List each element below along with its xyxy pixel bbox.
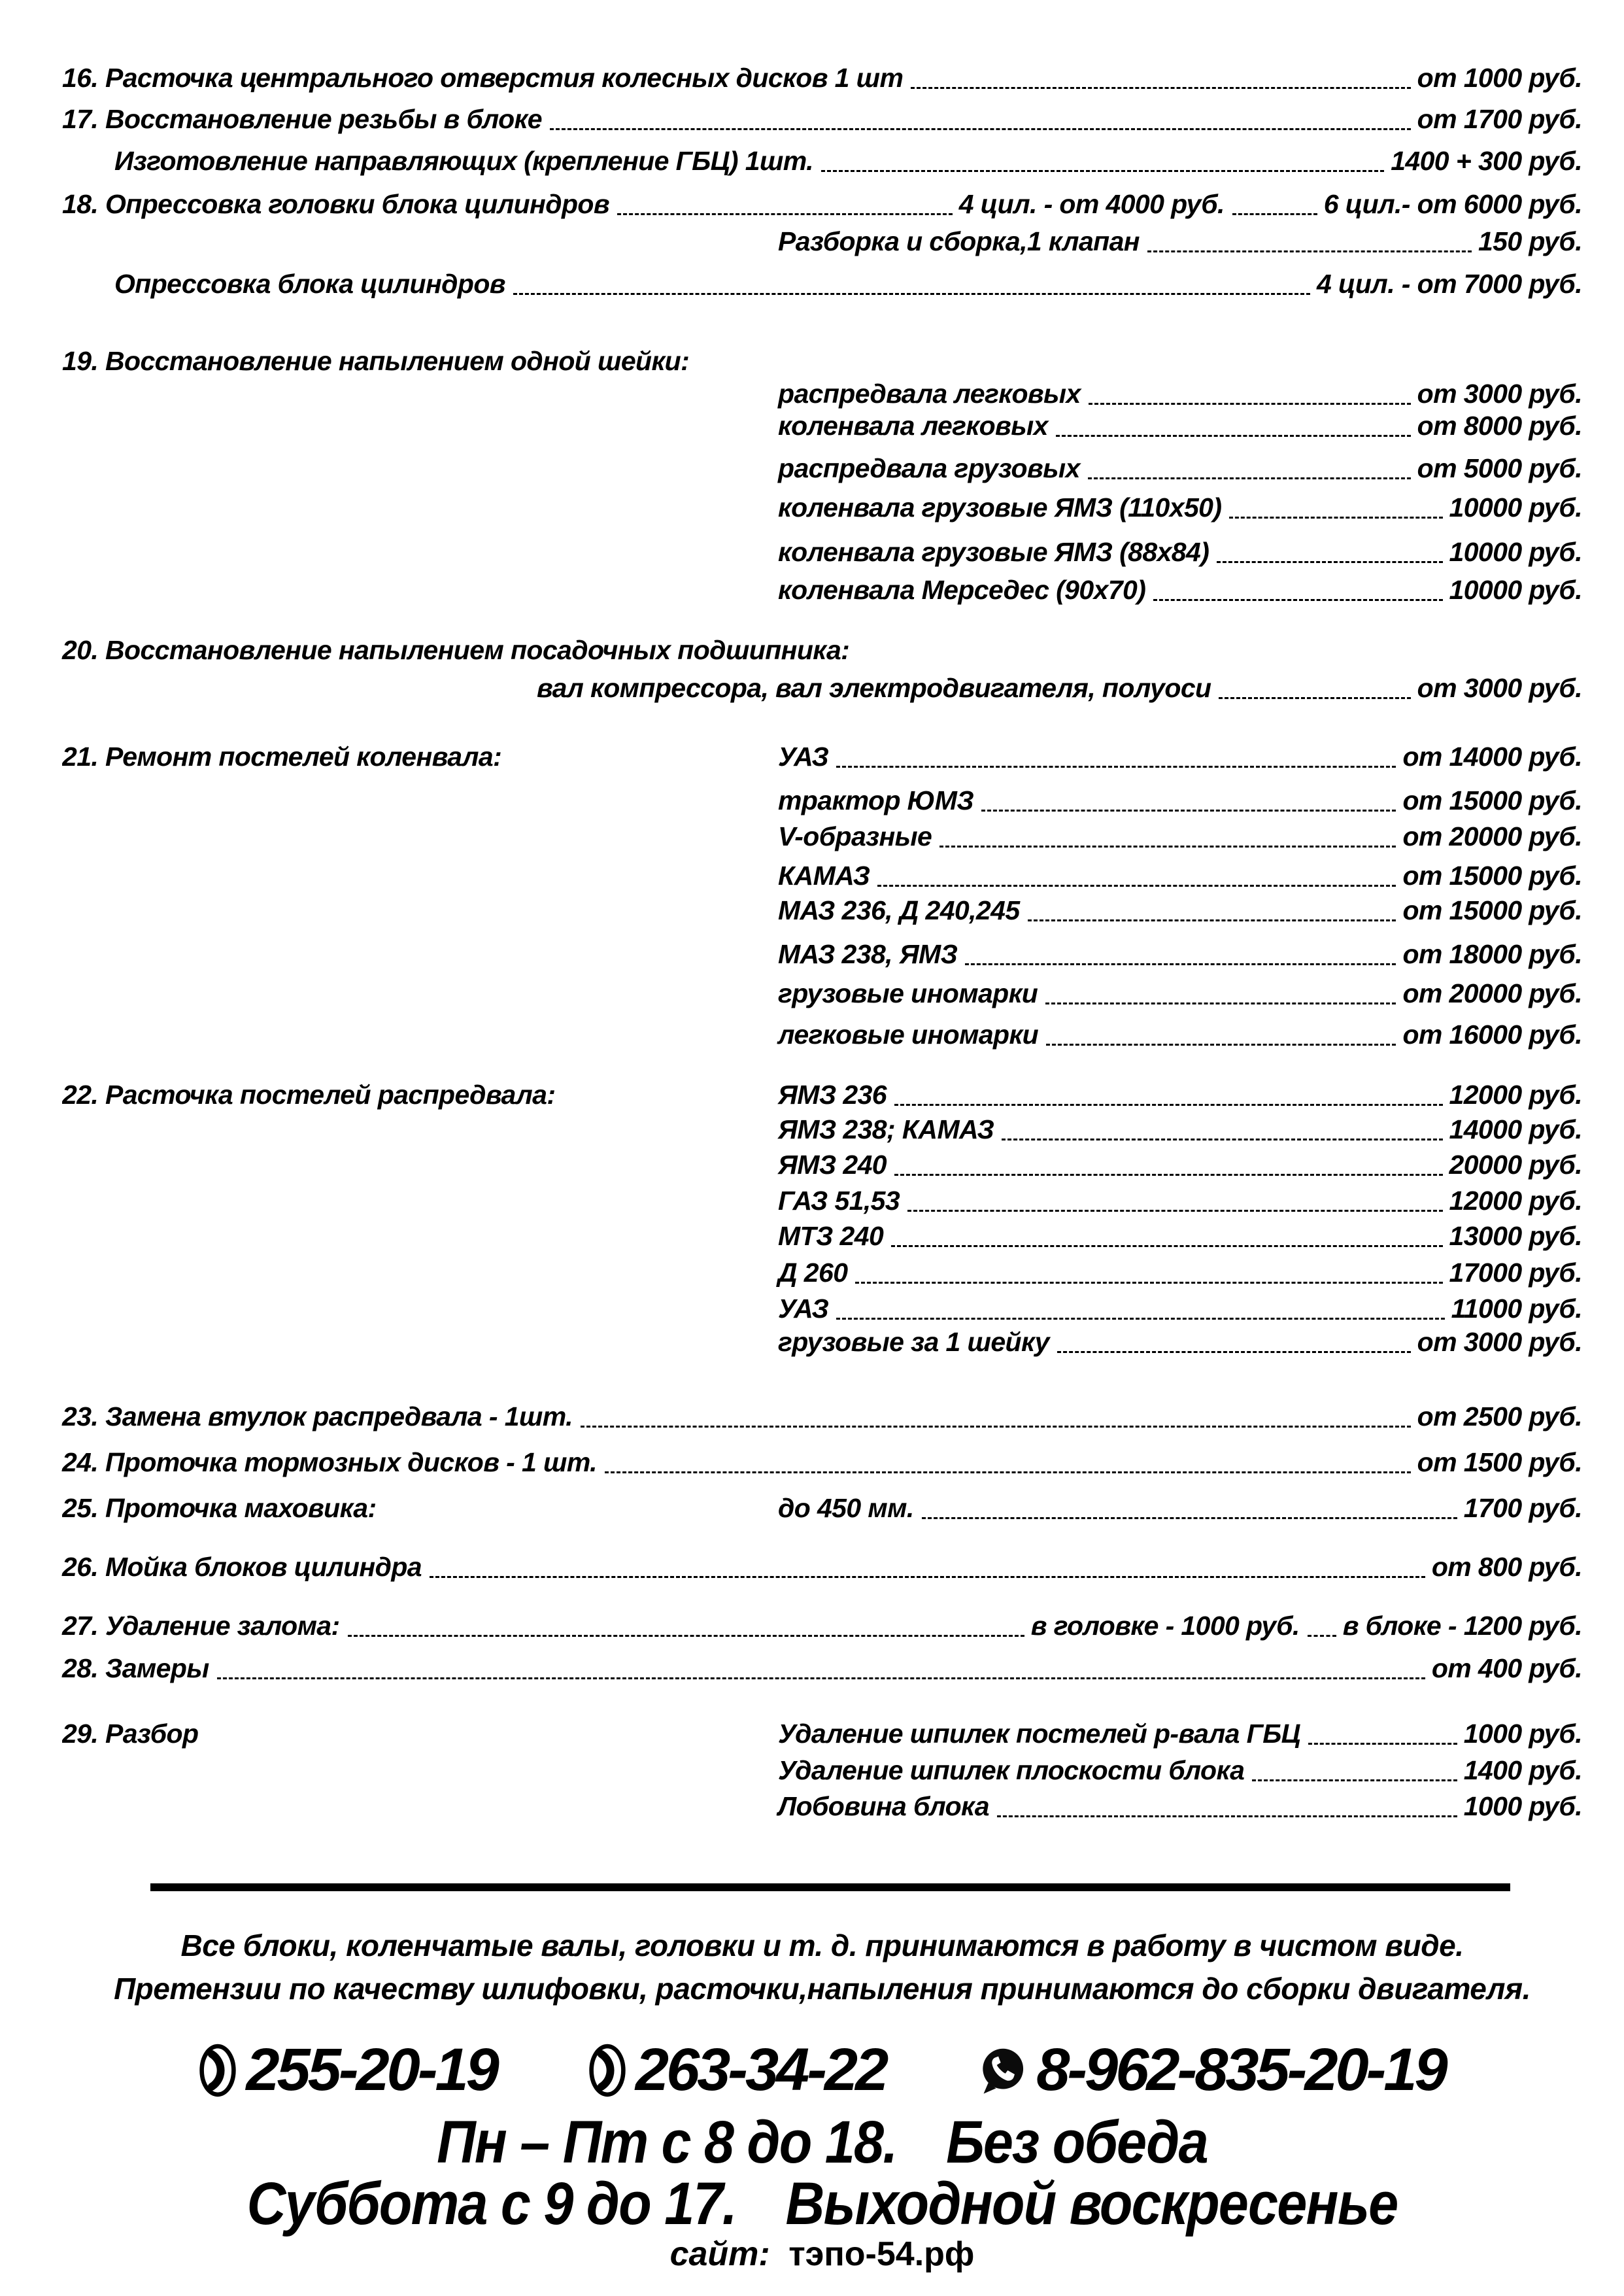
dotted-leader <box>922 1517 1457 1519</box>
price-value: от 3000 руб. <box>1417 1327 1582 1357</box>
dotted-leader <box>1046 1044 1396 1046</box>
price-value: от 3000 руб. <box>1417 673 1582 703</box>
service-label: 27. Удаление залома: <box>62 1611 340 1641</box>
price-row <box>62 1185 1582 1216</box>
dotted-leader <box>836 766 1396 768</box>
variant-label: V-образные <box>778 821 932 851</box>
hours-weekday-times: Пн – Пт с 8 до 18. <box>437 2109 897 2176</box>
price-row <box>62 1610 1582 1641</box>
price-row <box>62 895 1582 926</box>
price-row <box>62 103 1582 135</box>
variant-label: Удаление шпилек постелей р-вала ГБЦ <box>778 1719 1300 1749</box>
price-value: от 800 руб. <box>1431 1552 1582 1582</box>
price-value: 1400 + 300 руб. <box>1391 146 1582 176</box>
section-label: 29. Разбор <box>62 1719 199 1749</box>
price-value-mid: в головке - 1000 руб. <box>1030 1611 1300 1641</box>
site-label: сайт: <box>669 2235 770 2273</box>
price-value: 14000 руб. <box>1449 1114 1582 1144</box>
note-line-1: Все блоки, коленчатые валы, головки и т. д. принимаются в работу в чистом виде. <box>180 1928 1464 1962</box>
variant-label: легковые иномарки <box>778 1019 1039 1050</box>
price-value: от 1700 руб. <box>1417 104 1582 134</box>
dotted-leader <box>821 170 1384 172</box>
price-row <box>62 1149 1582 1180</box>
phone-icon <box>588 2044 626 2097</box>
phone-group-whatsapp <box>977 2036 1445 2104</box>
price-value: 13000 руб. <box>1449 1221 1582 1251</box>
price-value: 4 цил. - от 7000 руб. <box>1316 269 1582 299</box>
service-label: Изготовление направляющих (крепление ГБЦ) 1шт. <box>114 146 813 176</box>
variant-label: распредвала легковых <box>778 379 1081 409</box>
variant-label: Д 260 <box>778 1258 848 1288</box>
dotted-leader <box>997 1815 1457 1817</box>
price-value: от 20000 руб. <box>1402 978 1582 1008</box>
hours-saturday-times: Суббота с 9 до 17. <box>246 2170 736 2237</box>
dotted-leader <box>1088 477 1411 479</box>
price-value: 10000 руб. <box>1449 537 1582 567</box>
section-label: 25. Проточка маховика: <box>62 1493 377 1523</box>
dotted-leader <box>1089 403 1411 405</box>
dotted-leader <box>581 1426 1411 1428</box>
phone-number: 8-962-835-20-19 <box>1036 2036 1446 2103</box>
whatsapp-icon <box>977 2046 1027 2095</box>
price-row <box>62 1755 1582 1786</box>
price-value: 150 руб. <box>1478 226 1582 256</box>
price-row <box>62 62 1582 94</box>
dotted-leader <box>1056 435 1411 437</box>
service-label: Разборка и сборка,1 клапан <box>778 226 1140 256</box>
dotted-leader <box>981 810 1396 812</box>
price-row <box>62 453 1582 484</box>
price-value: от 14000 руб. <box>1402 742 1582 772</box>
price-value: от 8000 руб. <box>1417 411 1582 441</box>
price-value: от 16000 руб. <box>1402 1019 1582 1050</box>
price-row <box>62 741 1582 772</box>
variant-label: коленвала Мерседес (90x70) <box>778 575 1146 605</box>
price-value: 12000 руб. <box>1449 1080 1582 1110</box>
dotted-leader <box>1028 919 1396 921</box>
dotted-leader <box>1217 561 1442 563</box>
dotted-leader <box>836 1318 1444 1320</box>
price-row <box>62 1326 1582 1358</box>
price-value: от 15000 руб. <box>1402 785 1582 815</box>
price-value-mid: 4 цил. - от 4000 руб. <box>958 189 1225 219</box>
divider-line <box>150 1883 1510 1891</box>
dotted-leader <box>877 885 1396 887</box>
working-hours-weekend <box>138 2170 1506 2237</box>
price-value: 1000 руб. <box>1463 1719 1582 1749</box>
price-value: 1400 руб. <box>1463 1755 1582 1785</box>
price-value: 6 цил.- от 6000 руб. <box>1323 189 1582 219</box>
phone-icon <box>199 2044 237 2097</box>
dotted-leader <box>855 1282 1442 1284</box>
service-label: 16. Расточка центрального отверстия колесных дисков 1 шт <box>62 63 904 93</box>
phone-group-2 <box>588 2036 886 2104</box>
price-value: 12000 руб. <box>1449 1186 1582 1216</box>
price-row <box>62 1551 1582 1583</box>
variant-label: распредвала грузовых <box>778 453 1080 483</box>
price-row <box>62 1257 1582 1288</box>
price-value: от 15000 руб. <box>1402 861 1582 891</box>
price-row <box>62 1079 1582 1110</box>
dotted-leader <box>348 1635 1024 1637</box>
dotted-leader <box>430 1576 1425 1578</box>
price-value: от 3000 руб. <box>1417 379 1582 409</box>
section-header-row <box>62 634 1582 666</box>
price-row <box>62 938 1582 970</box>
variant-label: УАЗ <box>778 742 829 772</box>
dotted-leader <box>965 963 1396 965</box>
phone-row <box>62 2036 1582 2103</box>
price-row <box>62 785 1582 816</box>
variant-label: КАМАЗ <box>778 861 870 891</box>
variant-label: ЯМЗ 236 <box>778 1080 887 1110</box>
service-label: 18. Опрессовка головки блока цилиндров <box>62 189 610 219</box>
variant-label: МАЗ 238, ЯМЗ <box>778 939 958 969</box>
price-row <box>62 1653 1582 1684</box>
dotted-leader <box>1153 599 1442 601</box>
price-row <box>62 821 1582 852</box>
price-row <box>62 410 1582 441</box>
price-value: 17000 руб. <box>1449 1258 1582 1288</box>
variant-label: коленвала грузовые ЯМЗ (88x84) <box>778 537 1210 567</box>
dotted-leader <box>1229 517 1442 519</box>
dotted-leader <box>894 1104 1443 1106</box>
price-row <box>62 188 1582 220</box>
price-value: от 15000 руб. <box>1402 895 1582 925</box>
dotted-leader <box>1308 1743 1457 1745</box>
price-row <box>62 226 1582 257</box>
price-row <box>62 1293 1582 1324</box>
dotted-leader <box>907 1210 1442 1212</box>
price-value: 1700 руб. <box>1463 1493 1582 1523</box>
price-row <box>62 1492 1582 1524</box>
price-row <box>62 978 1582 1009</box>
price-row <box>62 1718 1582 1749</box>
dotted-leader <box>939 846 1396 848</box>
variant-label: коленвала легковых <box>778 411 1048 441</box>
variant-label: Удаление шпилек плоскости блока <box>778 1755 1245 1785</box>
hours-no-lunch: Без обеда <box>946 2109 1208 2176</box>
dotted-leader <box>1057 1351 1411 1353</box>
price-row <box>62 1019 1582 1050</box>
price-value: от 400 руб. <box>1431 1653 1582 1683</box>
dotted-leader <box>513 293 1310 295</box>
service-label: 17. Восстановление резьбы в блоке <box>62 104 542 134</box>
variant-label: ЯМЗ 240 <box>778 1150 887 1180</box>
price-value: 11000 руб. <box>1451 1294 1582 1324</box>
price-value: от 1500 руб. <box>1417 1447 1582 1477</box>
variant-label: трактор ЮМЗ <box>778 785 974 815</box>
dotted-leader <box>1045 1002 1396 1004</box>
service-label: 24. Проточка тормозных дисков - 1 шт. <box>62 1447 597 1477</box>
variant-label: вал компрессора, вал электродвигателя, полуоси <box>537 673 1211 703</box>
phone-number: 263-34-22 <box>635 2036 887 2103</box>
dotted-leader <box>217 1677 1425 1679</box>
variant-label: Лобовина блока <box>778 1791 989 1821</box>
dotted-leader <box>891 1245 1442 1247</box>
phone-number: 255-20-19 <box>246 2036 497 2103</box>
dotted-leader <box>550 128 1411 130</box>
dotted-leader <box>1147 250 1472 252</box>
price-value: от 20000 руб. <box>1402 821 1582 851</box>
variant-label: МТЗ 240 <box>778 1221 884 1251</box>
price-row <box>62 1791 1582 1822</box>
price-row <box>62 672 1582 704</box>
variant-label: коленвала грузовые ЯМЗ (110x50) <box>778 492 1222 523</box>
section-label: 19. Восстановление напылением одной шейки: <box>62 346 690 376</box>
price-row <box>62 574 1582 606</box>
price-row <box>62 860 1582 891</box>
working-hours-weekdays <box>138 2109 1506 2176</box>
note-line-2: Претензии по качеству шлифовки, расточки,напыления принимаются до сборки двигателя. <box>114 1972 1531 2006</box>
section-header-row <box>62 345 1582 377</box>
service-label: Опрессовка блока цилиндров <box>114 269 505 299</box>
variant-label: грузовые за 1 шейку <box>778 1327 1049 1357</box>
price-value: 20000 руб. <box>1449 1150 1582 1180</box>
dotted-leader <box>1232 213 1317 215</box>
site-url: тэпо-54.рф <box>788 2235 975 2273</box>
phone-group-1 <box>199 2036 496 2104</box>
price-value: 10000 руб. <box>1449 492 1582 523</box>
price-row <box>62 145 1582 177</box>
variant-label: МАЗ 236, Д 240,245 <box>778 895 1020 925</box>
price-value: 1000 руб. <box>1463 1791 1582 1821</box>
price-row <box>62 378 1582 409</box>
section-label: 22. Расточка постелей распредвала: <box>62 1080 556 1110</box>
price-value: от 5000 руб. <box>1417 453 1582 483</box>
price-row <box>62 1220 1582 1252</box>
section-label: 21. Ремонт постелей коленвала: <box>62 742 502 772</box>
dotted-leader <box>911 87 1410 89</box>
dotted-leader <box>894 1174 1443 1176</box>
dotted-leader <box>1252 1779 1457 1781</box>
price-row <box>62 1447 1582 1478</box>
price-value: в блоке - 1200 руб. <box>1342 1611 1582 1641</box>
service-label: 26. Мойка блоков цилиндра <box>62 1552 422 1582</box>
price-row <box>62 1401 1582 1432</box>
variant-label: УАЗ <box>778 1294 829 1324</box>
price-row <box>62 1114 1582 1145</box>
price-row <box>62 492 1582 523</box>
price-value: от 2500 руб. <box>1417 1401 1582 1431</box>
variant-label: до 450 мм. <box>778 1493 914 1523</box>
price-value: от 1000 руб. <box>1417 63 1582 93</box>
hours-sunday-closed: Выходной воскресенье <box>785 2170 1398 2237</box>
dotted-leader <box>605 1471 1411 1473</box>
variant-label: ЯМЗ 238; КАМАЗ <box>778 1114 994 1144</box>
variant-label: грузовые иномарки <box>778 978 1038 1008</box>
price-row <box>62 268 1582 300</box>
dotted-leader <box>617 213 953 215</box>
price-value: 10000 руб. <box>1449 575 1582 605</box>
service-label: 28. Замеры <box>62 1653 209 1683</box>
dotted-leader <box>1219 697 1410 699</box>
section-label: 20. Восстановление напылением посадочных подшипника: <box>62 635 850 665</box>
price-row <box>62 536 1582 568</box>
variant-label: ГАЗ 51,53 <box>778 1186 900 1216</box>
price-value: от 18000 руб. <box>1402 939 1582 969</box>
dotted-leader <box>1308 1635 1336 1637</box>
service-label: 23. Замена втулок распредвала - 1шт. <box>62 1401 573 1431</box>
website-line <box>62 2236 1582 2272</box>
dotted-leader <box>1002 1139 1442 1140</box>
